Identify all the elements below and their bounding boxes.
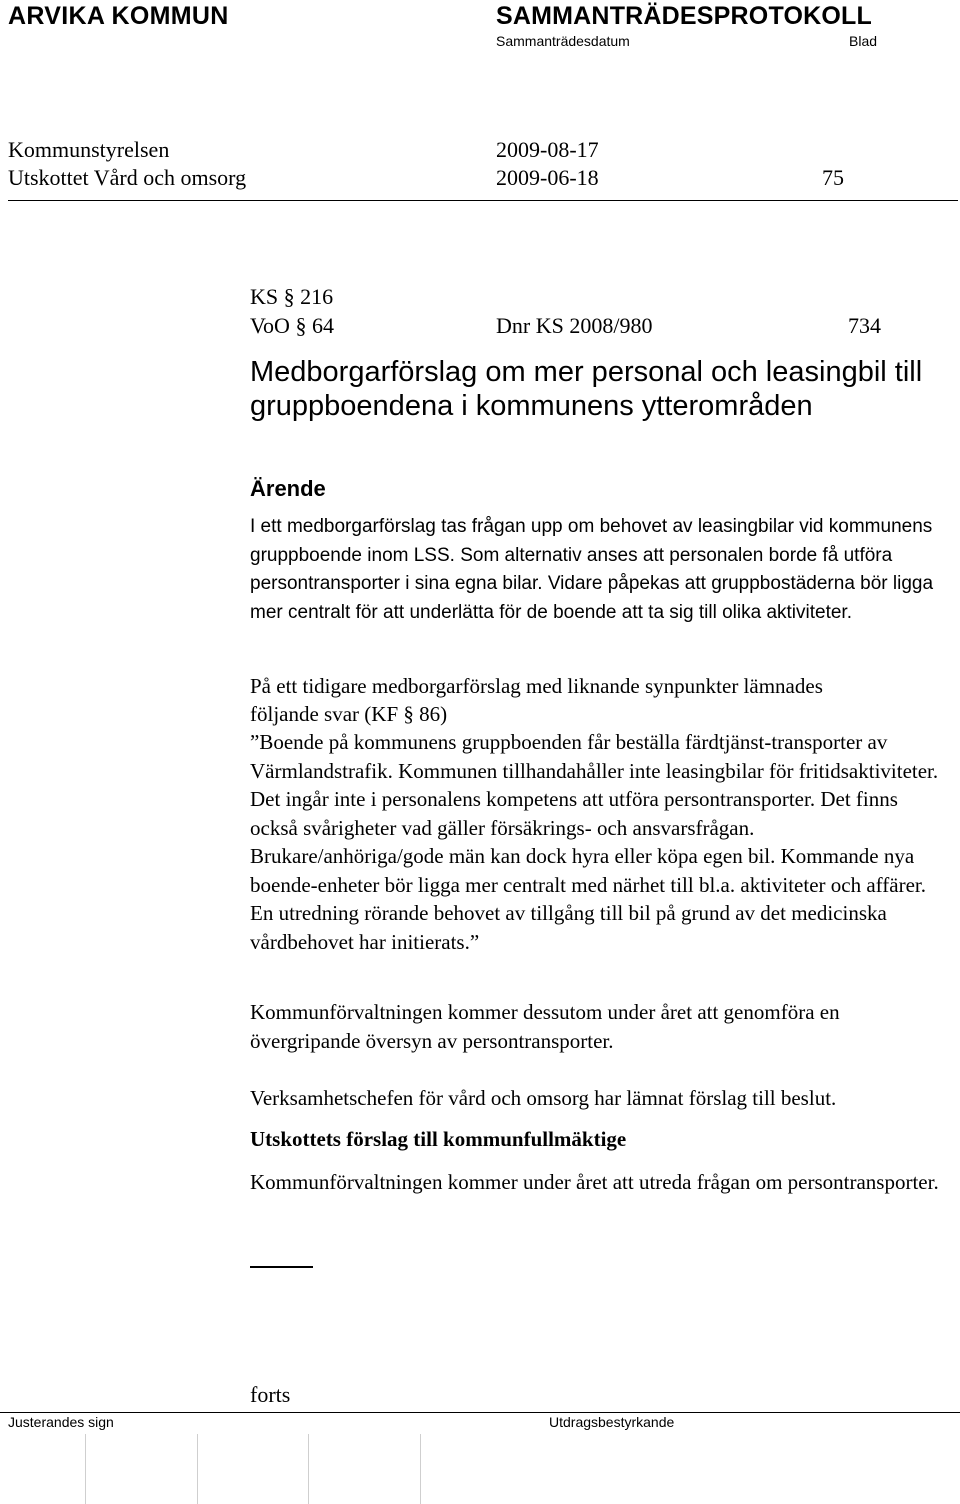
arende-paragraph-1: I ett medborgarförslag tas frågan upp om behovet av leasingbilar vid kommunens gruppboende inom LSS. Som alternativ anses att personalen borde få utföra persontransporter i sina egna bilar. Vidare påpekas att gruppbostäderna bör ligga mer centralt för att underlätta för de boende att ta sig till olika aktiviteter. (250, 516, 934, 623)
case-code: 734 (848, 313, 881, 338)
signature-box-divider (197, 1434, 198, 1504)
body-name-1: Kommunstyrelsen (8, 137, 170, 162)
dnr-reference: Dnr KS 2008/980 (496, 313, 653, 338)
meeting-date-2: 2009-06-18 (496, 165, 599, 190)
case-title: Medborgarförslag om mer personal och leasingbil till gruppboendena i kommunens ytterområden (250, 356, 923, 422)
signature-label: Justerandes sign (8, 1414, 114, 1430)
certification-label: Utdragsbestyrkande (549, 1414, 675, 1430)
arende-paragraph-4: Verksamhetschefen för vård och omsorg har lämnat förslag till beslut. (250, 1086, 837, 1110)
document-type: SAMMANTRÄDESPROTOKOLL (496, 2, 872, 30)
page-label: Blad (849, 33, 878, 49)
proposal-text: Kommunförvaltningen kommer under året att utreda frågan om persontransporter. (250, 1170, 939, 1194)
continuation-note: forts (250, 1382, 291, 1407)
meeting-date-label: Sammanträdesdatum (496, 33, 630, 49)
arende-paragraph-2-line-2: följande svar (KF § 86) (250, 702, 448, 726)
end-rule (250, 1266, 313, 1268)
page-number: 75 (822, 165, 844, 190)
footer-divider (0, 1412, 960, 1413)
arende-paragraph-2-line-1: På ett tidigare medborgarförslag med liknande synpunkter lämnades (250, 674, 823, 698)
header-divider (8, 200, 958, 201)
organization-name: ARVIKA KOMMUN (8, 2, 229, 30)
ks-reference: KS § 216 (250, 284, 334, 309)
voo-reference: VoO § 64 (250, 313, 334, 338)
proposal-heading: Utskottets förslag till kommunfullmäktige (250, 1127, 627, 1151)
body-name-2: Utskottet Vård och omsorg (8, 165, 247, 190)
arende-heading: Ärende (250, 476, 326, 501)
meeting-date-1: 2009-08-17 (496, 137, 599, 162)
signature-box-divider (85, 1434, 86, 1504)
signature-box-divider (308, 1434, 309, 1504)
arende-paragraph-3: Kommunförvaltningen kommer dessutom under året att genomföra en övergripande översyn av persontransporter. (250, 1000, 840, 1053)
quoted-response: ”Boende på kommunens gruppboenden får beställa färdtjänst-transporter av Värmlandstrafik. Kommunen tillhandahåller inte leasingbilar för fritidsaktiviteter. Det ingår inte i personalens kompetens att utföra persontransporter. Det finns också svårigheter vad gäller försäkrings- och ansvarsfrågan. Brukare/anhöriga/gode män kan dock hyra eller köpa egen bil. Kommande nya boende-enheter bör ligga mer centralt med närhet till bl.a. aktiviteter och affärer. En utredning rörande behovet av tillgång till bil på grund av det medicinska vårdbehovet har initierats.” (250, 730, 939, 954)
signature-box-divider (420, 1434, 421, 1504)
